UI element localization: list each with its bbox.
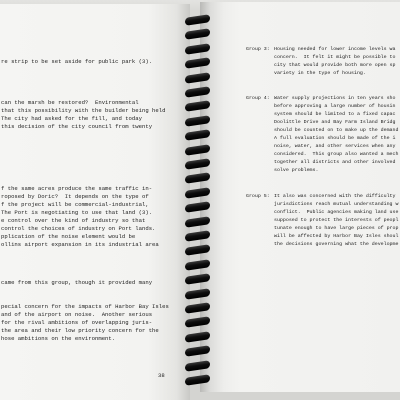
- spiral-coil-loop: [185, 216, 210, 228]
- text-line: before approving a large number of housin: [274, 104, 396, 109]
- spiral-coil-loop: [185, 115, 210, 127]
- paragraph: [1, 185, 159, 249]
- group-text: [274, 95, 398, 175]
- right-page: [200, 2, 400, 392]
- group-text: [274, 193, 398, 249]
- spiral-coil-loop: [185, 360, 210, 372]
- spiral-coil-loop: [185, 230, 210, 242]
- text-line: Housing needed for lower income levels wa: [274, 47, 396, 52]
- spiral-coil-loop: [185, 101, 210, 113]
- text-line: will be affected by Harbor Bay Isles shoul: [274, 234, 399, 239]
- spiral-coil-loop: [185, 201, 210, 213]
- text-line: The city had asked for the fill, and today: [1, 115, 142, 122]
- text-line: can the marsh be restored? Environmental: [1, 99, 139, 106]
- text-line: tunate enough to have large pieces of prop: [274, 226, 399, 231]
- text-line: It also was concerned with the difficulty: [274, 194, 396, 199]
- spiral-coil-loop: [185, 43, 210, 55]
- text-line: control the choices of industry on Port lands.: [1, 225, 156, 232]
- spiral-coil-loop: [185, 86, 210, 98]
- text-line: conflict. Public agencies making land use: [274, 210, 399, 215]
- text-line: solve problems.: [274, 168, 319, 173]
- left-page: [0, 4, 190, 400]
- group-label: Group 3:: [246, 47, 270, 52]
- spiral-coil-loop: [185, 129, 210, 141]
- spiral-coil-loop: [185, 259, 210, 271]
- text-line: for the rival ambitions of overlapping juris-: [1, 319, 153, 326]
- text-line: and of the airport on noise. Another serious: [1, 311, 153, 318]
- text-line: A full evaluation should be made of the i: [274, 136, 396, 141]
- paragraph: [1, 303, 169, 343]
- text-line: f the project will be commercial-industrial,: [1, 201, 149, 208]
- text-line: together all districts and other involved: [274, 160, 396, 165]
- spiral-coil-loop: [185, 273, 210, 285]
- text-line: f the same acres produce the same traffic in-: [1, 185, 153, 192]
- text-line: noise, water, and other services when any: [274, 144, 396, 149]
- group-label: Group 4:: [246, 96, 270, 101]
- text-line: re strip to be set aside for public park (3).: [1, 58, 153, 65]
- text-line: concern. It felt it might be possible to: [274, 55, 396, 60]
- spiral-coil-loop: [185, 72, 210, 84]
- group-label: Group 5:: [246, 194, 270, 199]
- text-line: the area and their low priority concern for the: [1, 327, 159, 334]
- text-line: roposed by Doric? It depends on the type of: [1, 193, 149, 200]
- text-line: ollins airport expansion in its industrial area: [1, 241, 159, 248]
- text-line: pplication of the noise element would be: [1, 233, 136, 240]
- text-line: this decision of the city council from twenty: [1, 123, 153, 130]
- text-line: considered. This group also wanted a mech: [274, 152, 399, 157]
- text-line: hose ambitions on the environment.: [1, 335, 116, 342]
- text-line: that this possibility with the builder being held: [1, 107, 166, 114]
- spiral-coil-loop: [185, 57, 210, 69]
- spiral-coil-loop: [185, 173, 210, 185]
- paragraph: [1, 99, 165, 131]
- text-line: came from this group, though it provided many: [1, 279, 153, 286]
- text-line: The Port is negotiating to use that land (3).: [1, 209, 153, 216]
- spiral-coil-loop: [185, 317, 210, 329]
- group-text: [274, 46, 395, 78]
- paragraph: [1, 279, 152, 287]
- spiral-coil-loop: [185, 302, 210, 314]
- text-line: city that would provide both more open sp: [274, 63, 396, 68]
- text-line: supposed to protect the interests of peopl: [274, 218, 399, 223]
- spiral-coil-loop: [185, 345, 210, 357]
- spiral-coil-loop: [185, 374, 210, 386]
- spiral-coil-loop: [185, 158, 210, 170]
- spiral-binding: [183, 0, 213, 400]
- spiral-coil-loop: [185, 29, 210, 41]
- text-line: system should be limited to a fixed capac: [274, 112, 396, 117]
- spiral-coil-loop: [185, 187, 210, 199]
- text-line: should be counted on to make up the demand: [274, 128, 399, 133]
- spiral-coil-loop: [185, 144, 210, 156]
- spiral-coil-loop: [185, 331, 210, 343]
- spiral-coil-loop: [185, 14, 210, 26]
- text-line: the decisions governing what the developme: [274, 242, 399, 247]
- text-line: variety in the type of housing.: [274, 71, 366, 76]
- paragraph: [1, 58, 152, 66]
- text-line: Water supply projections in ten years sho: [274, 96, 396, 101]
- text-line: jurisdictions reach mutual understanding w: [274, 202, 399, 207]
- text-line: e control over the kind of industry so that: [1, 217, 146, 224]
- spiral-coil-loop: [185, 245, 210, 257]
- spiral-coil-loop: [185, 288, 210, 300]
- text-line: pecial concern for the impacts of Harbor Bay Isles: [1, 303, 169, 310]
- page-number: 38: [158, 372, 165, 379]
- text-line: Doolittle Drive and Bay Farm Island Bridg: [274, 120, 396, 125]
